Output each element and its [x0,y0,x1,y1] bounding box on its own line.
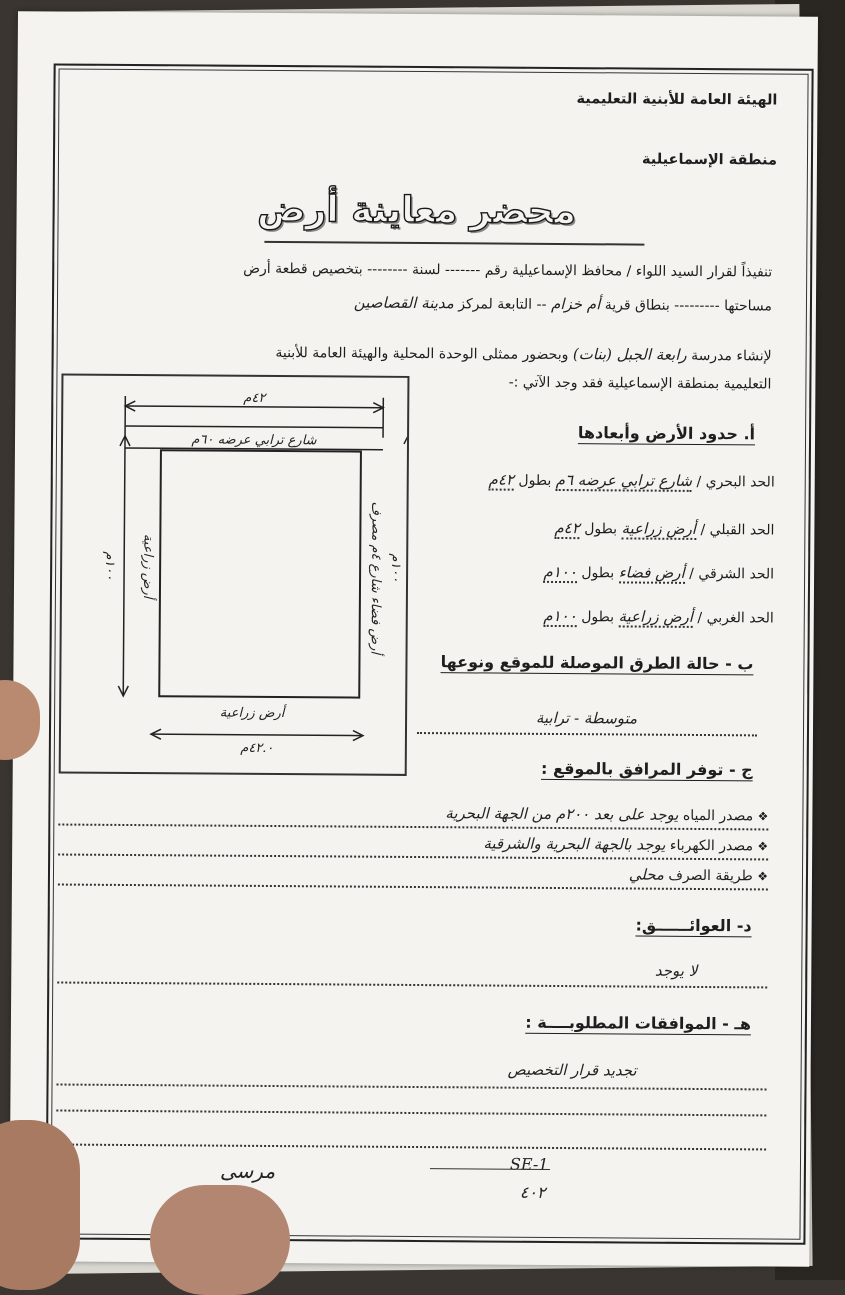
boundary-row-east: الحد الشرقي / أرض فضاء بطول ١٠٠م [394,562,774,583]
section-e-heading: هـ - الموافقات المطلوبــــة : [525,1013,751,1034]
boundary-east-value: أرض فضاء [619,563,685,583]
sketch-drawing [61,376,408,774]
sketch-left-dim: ١٠٠م [102,551,117,580]
diamond-bullet-icon: ❖ [757,869,768,883]
signature-left: مرسى [220,1159,275,1183]
intro-line-4: التعليمية بمنطقة الإسماعيلية فقد وجد الآتي :- [509,375,772,393]
hand-bottom-left [0,1120,80,1290]
signature-right-bottom: ٤٠٢ [520,1183,546,1202]
boundary-south-length: ٤٢م [554,519,580,539]
boundary-north-length: ٤٢م [489,471,515,491]
water-source-value: يوجد على بعد ٢٠٠م من الجهة البحرية [445,804,678,824]
sketch-bottom-label: أرض زراعية [220,704,287,721]
sketch-right-label: أرض فضاء شارع ٤م مصرف [368,501,386,656]
intro-center-label: التابعة لمركز [458,296,532,313]
sketch-left-label: أرض زراعية [140,534,157,601]
document-page [9,11,818,1267]
boundary-east-length: ١٠٠م [543,563,577,583]
region-name: منطقة الإسماعيلية [642,152,777,169]
section-a-heading: أ. حدود الأرض وأبعادها [578,423,755,443]
page-title: محضر معاينة أرض [16,187,816,234]
boundary-row-south: الحد القبلي / أرض زراعية بطول ٤٢م [394,518,774,539]
sketch-top-dim: ٤٢م [243,391,267,406]
section-d-heading: د- العوائــــــق: [635,916,751,936]
road-condition: متوسطة - ترابية [536,709,637,728]
boundary-row-north: الحد البحري / شارع ترابي عرضه ٦م بطول ٤٢م [395,470,775,491]
approvals-value: تجديد قرار التخصيص [508,1061,637,1080]
section-b-line [417,710,757,736]
boundary-west-length: ١٠٠م [543,607,577,627]
section-c-heading: ج - توفر المرافق بالموقع : [541,759,753,779]
intro-line-3 [275,343,771,364]
intro-area: مساحتها --------- بنطاق قرية [605,297,772,314]
sketch-bottom-dim: ٤٢.٠م [240,741,273,756]
boundary-south-value: أرض زراعية [621,519,696,540]
drainage-value: محلي [629,865,664,883]
intro-line-2: مساحتها --------- بنطاق قرية أم خزام -- التابعة لمركز مدينة القصاصين [354,294,772,315]
intro-village: أم خزام [551,295,600,313]
intro-attendance: وبحضور ممثلى الوحدة المحلية والهيئة العامة للأبنية [275,345,568,363]
sketch-road-label: شارع ترابي عرضه ٦٠م [191,432,317,448]
sketch-right-dim: ١٠٠م [388,553,403,582]
boundary-west-value: أرض زراعية [618,607,693,628]
utility-row-electricity: ❖ مصدر الكهرباء يوجد بالجهة البحرية والشرقية [58,832,768,861]
signature-right-top: SE-1 [510,1155,549,1174]
section-e-line-1 [57,1062,767,1091]
section-b-heading: ب - حالة الطرق الموصلة للموقع ونوعها [441,652,754,673]
utility-row-water: ❖ مصدر المياه يوجد على بعد ٢٠٠م من الجهة البحرية [58,802,768,831]
boundary-north-value: شارع ترابي عرضه ٦م [556,471,692,492]
diamond-bullet-icon: ❖ [758,809,769,823]
electricity-source-value: يوجد بالجهة البحرية والشرقية [483,834,665,853]
intro-center: مدينة القصاصين [354,294,454,313]
utility-row-drainage: ❖ طريقة الصرف محلي [58,862,768,891]
section-d-line [57,960,767,989]
intro-school-label: لإنشاء مدرسة [691,348,772,365]
land-sketch [59,374,410,776]
obstacles-value: لا يوجد [655,962,698,980]
intro-line-1: تنفيذاً لقرار السيد اللواء / محافظ الإسماعيلية رقم ------- لسنة -------- بتخصيص قطعة أرض [243,261,772,281]
diamond-bullet-icon: ❖ [757,839,768,853]
org-name: الهيئة العامة للأبنية التعليمية [576,91,777,108]
hand-bottom [150,1185,290,1295]
boundary-row-west: الحد الغربي / أرض زراعية بطول ١٠٠م [394,606,774,627]
intro-school: رابعة الجبل (بنات) [573,345,687,364]
